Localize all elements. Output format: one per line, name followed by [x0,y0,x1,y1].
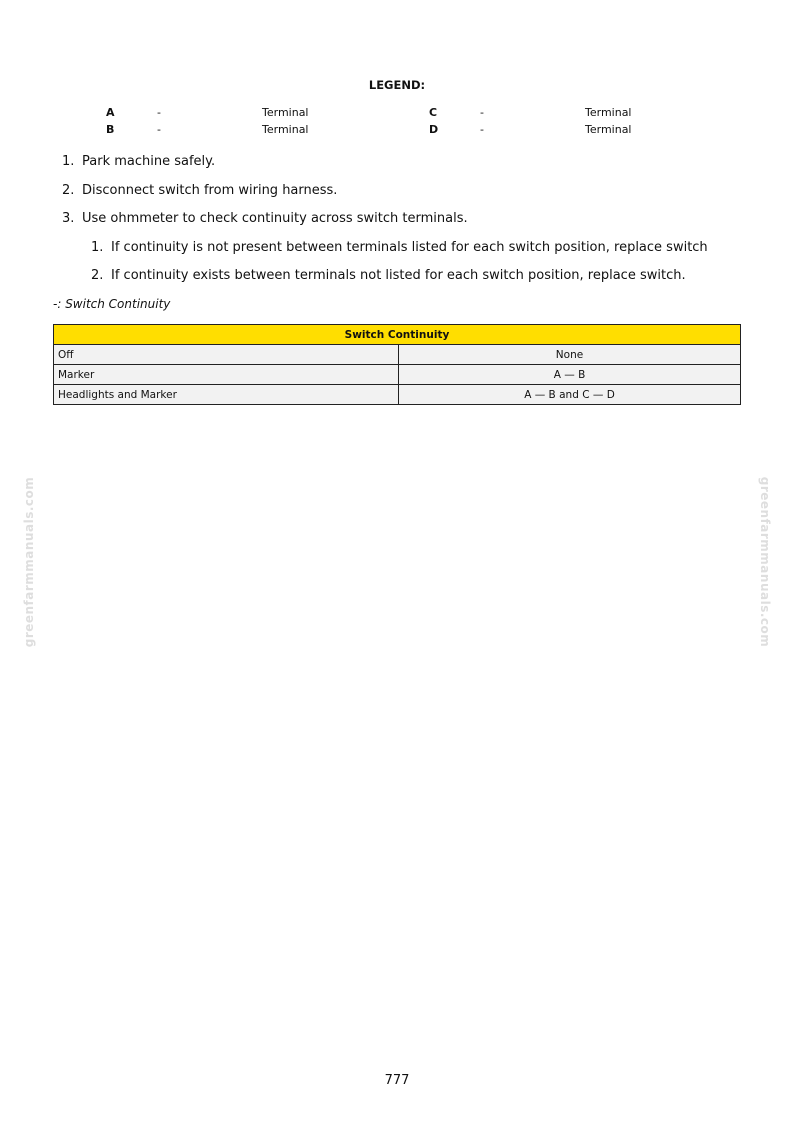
substep-2 [62,267,708,296]
switch-position-cell: Marker [54,365,399,385]
procedure-steps [62,153,708,296]
legend-label-c: Terminal [585,106,632,119]
continuity-cell: None [399,345,741,365]
watermark-right: greenfarmmanuals.com [758,476,772,648]
legend-title: LEGEND: [368,78,426,92]
step-number: 2. [62,182,75,198]
legend-key-b: B [106,123,115,136]
table-row [54,385,741,405]
legend-separator: - [157,106,161,119]
step-number: 1. [62,154,75,169]
substep-text: If continuity is not present between terminals listed for each switch position, replace switch [111,239,708,255]
legend-separator: - [480,123,484,136]
page-number: 777 [384,1073,410,1088]
continuity-cell: A — B [399,365,741,385]
step-text: Disconnect switch from wiring harness. [82,182,338,198]
table-row [54,345,741,365]
substep-number: 2. [91,268,104,283]
substep-number: 1. [91,239,104,255]
table-header-row [54,325,741,345]
legend-separator: - [157,123,161,136]
legend-key-c: C [429,106,438,119]
table-caption: -: Switch Continuity [53,297,171,311]
table-header: Switch Continuity [54,325,741,345]
substep-text: If continuity exists between terminals not listed for each switch position, replace switch. [111,268,686,283]
legend-separator: - [480,106,484,119]
legend-label-b: Terminal [262,123,309,136]
legend-key-a: A [106,106,115,119]
step-number: 3. [62,211,75,226]
table-row [54,365,741,385]
step-3 [62,210,708,239]
watermark-left: greenfarmmanuals.com [22,476,36,648]
step-2 [62,182,708,211]
step-text: Use ohmmeter to check continuity across switch terminals. [82,211,468,226]
step-1 [62,153,708,182]
step-text: Park machine safely. [82,154,216,169]
legend-key-d: D [429,123,439,136]
continuity-cell: A — B and C — D [399,385,741,405]
legend [0,106,794,140]
legend-row [0,123,794,140]
switch-position-cell: Off [54,345,399,365]
switch-continuity-table [53,324,741,405]
legend-label-d: Terminal [585,123,632,136]
substep-1 [62,239,708,268]
legend-label-a: Terminal [262,106,309,119]
legend-row [0,106,794,123]
switch-position-cell: Headlights and Marker [54,385,399,405]
